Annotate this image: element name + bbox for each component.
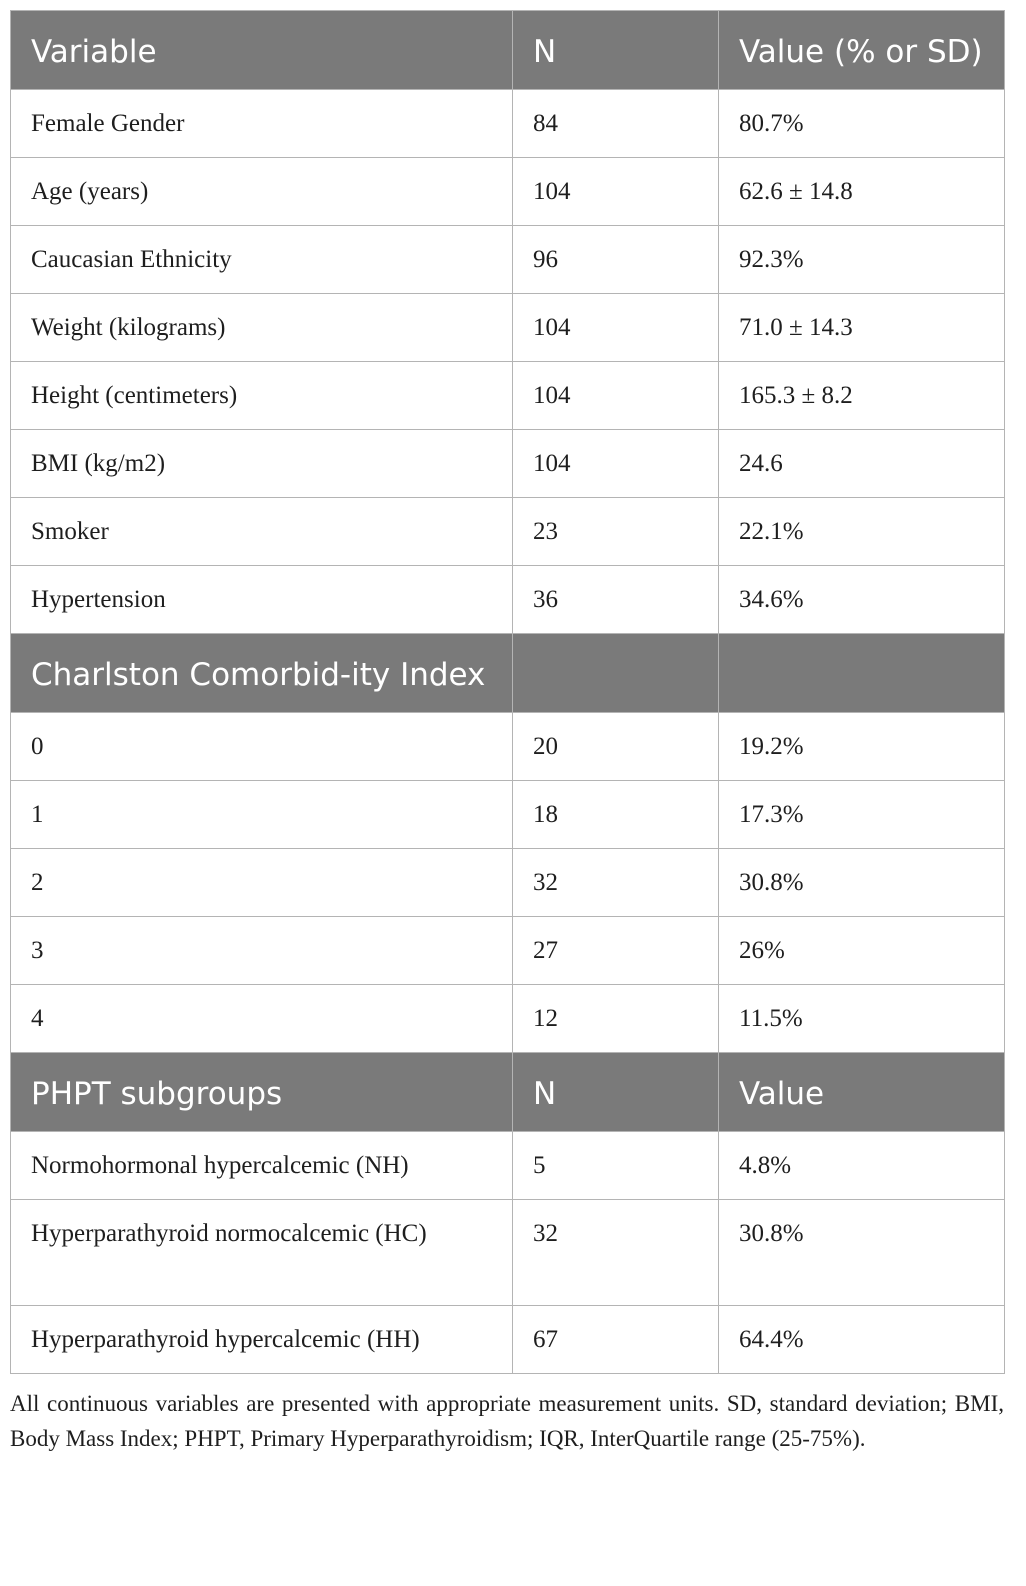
section-header-phpt: PHPT subgroups xyxy=(11,1053,513,1132)
section-header-phpt-value: Value xyxy=(719,1053,1005,1132)
table-row xyxy=(11,362,1005,430)
table-row xyxy=(11,294,1005,362)
cell-value: 4.8% xyxy=(719,1132,1005,1200)
cell-variable: 0 xyxy=(11,713,513,781)
cell-n: 32 xyxy=(513,1200,719,1306)
cell-variable: Age (years) xyxy=(11,158,513,226)
cell-n: 96 xyxy=(513,226,719,294)
cell-value: 34.6% xyxy=(719,566,1005,634)
cell-variable: Weight (kilograms) xyxy=(11,294,513,362)
cell-n: 104 xyxy=(513,294,719,362)
cell-value: 92.3% xyxy=(719,226,1005,294)
section-header-row-phpt xyxy=(11,1053,1005,1132)
cell-n: 5 xyxy=(513,1132,719,1200)
cell-n: 18 xyxy=(513,781,719,849)
table-row xyxy=(11,781,1005,849)
cell-variable: 3 xyxy=(11,917,513,985)
cell-n: 104 xyxy=(513,362,719,430)
header-variable: Variable xyxy=(11,11,513,90)
section-header-phpt-n: N xyxy=(513,1053,719,1132)
cell-value: 24.6 xyxy=(719,430,1005,498)
demographics-table xyxy=(10,10,1005,1374)
cell-variable: 2 xyxy=(11,849,513,917)
cell-value: 30.8% xyxy=(719,849,1005,917)
cell-variable: Hyperparathyroid normocalcemic (HC) xyxy=(11,1200,513,1306)
table-footnote: All continuous variables are presented with appropriate measurement units. SD, standard deviation; BMI, Body Mass Index; PHPT, Primary Hyperparathyroidism; IQR, InterQuartile range (25-75%). xyxy=(10,1391,1004,1451)
cell-value: 71.0 ± 14.3 xyxy=(719,294,1005,362)
table-row xyxy=(11,430,1005,498)
cell-variable: 1 xyxy=(11,781,513,849)
section-header-cci-value xyxy=(719,634,1005,713)
table-row xyxy=(11,498,1005,566)
section-header-cci: Charlston Comorbid-ity Index xyxy=(11,634,513,713)
table-row xyxy=(11,566,1005,634)
cell-n: 67 xyxy=(513,1306,719,1374)
cell-variable: Normohormonal hypercalcemic (NH) xyxy=(11,1132,513,1200)
cell-n: 12 xyxy=(513,985,719,1053)
table-header-row xyxy=(11,11,1005,90)
cell-variable: BMI (kg/m2) xyxy=(11,430,513,498)
cell-value: 26% xyxy=(719,917,1005,985)
cell-variable: Hyperparathyroid hypercalcemic (HH) xyxy=(11,1306,513,1374)
table-row xyxy=(11,1200,1005,1306)
cell-n: 32 xyxy=(513,849,719,917)
header-value: Value (% or SD) xyxy=(719,11,1005,90)
cell-value: 17.3% xyxy=(719,781,1005,849)
cell-value: 19.2% xyxy=(719,713,1005,781)
table-row xyxy=(11,985,1005,1053)
cell-variable: Height (centimeters) xyxy=(11,362,513,430)
cell-value: 30.8% xyxy=(719,1200,1005,1306)
cell-n: 27 xyxy=(513,917,719,985)
cell-value: 62.6 ± 14.8 xyxy=(719,158,1005,226)
cell-value: 22.1% xyxy=(719,498,1005,566)
cell-n: 23 xyxy=(513,498,719,566)
table-row xyxy=(11,158,1005,226)
table-row xyxy=(11,226,1005,294)
cell-n: 104 xyxy=(513,430,719,498)
cell-value: 165.3 ± 8.2 xyxy=(719,362,1005,430)
section-header-row-cci xyxy=(11,634,1005,713)
table-container xyxy=(10,10,1004,1456)
cell-n: 84 xyxy=(513,90,719,158)
table-row xyxy=(11,90,1005,158)
cell-variable: Female Gender xyxy=(11,90,513,158)
table-row xyxy=(11,917,1005,985)
cell-variable: Caucasian Ethnicity xyxy=(11,226,513,294)
cell-value: 64.4% xyxy=(719,1306,1005,1374)
table-row xyxy=(11,849,1005,917)
cell-n: 104 xyxy=(513,158,719,226)
table-row xyxy=(11,713,1005,781)
cell-variable: Smoker xyxy=(11,498,513,566)
table-row xyxy=(11,1306,1005,1374)
cell-value: 11.5% xyxy=(719,985,1005,1053)
cell-n: 36 xyxy=(513,566,719,634)
table-row xyxy=(11,1132,1005,1200)
section-header-cci-n xyxy=(513,634,719,713)
cell-value: 80.7% xyxy=(719,90,1005,158)
cell-n: 20 xyxy=(513,713,719,781)
cell-variable: 4 xyxy=(11,985,513,1053)
cell-variable: Hypertension xyxy=(11,566,513,634)
header-n: N xyxy=(513,11,719,90)
